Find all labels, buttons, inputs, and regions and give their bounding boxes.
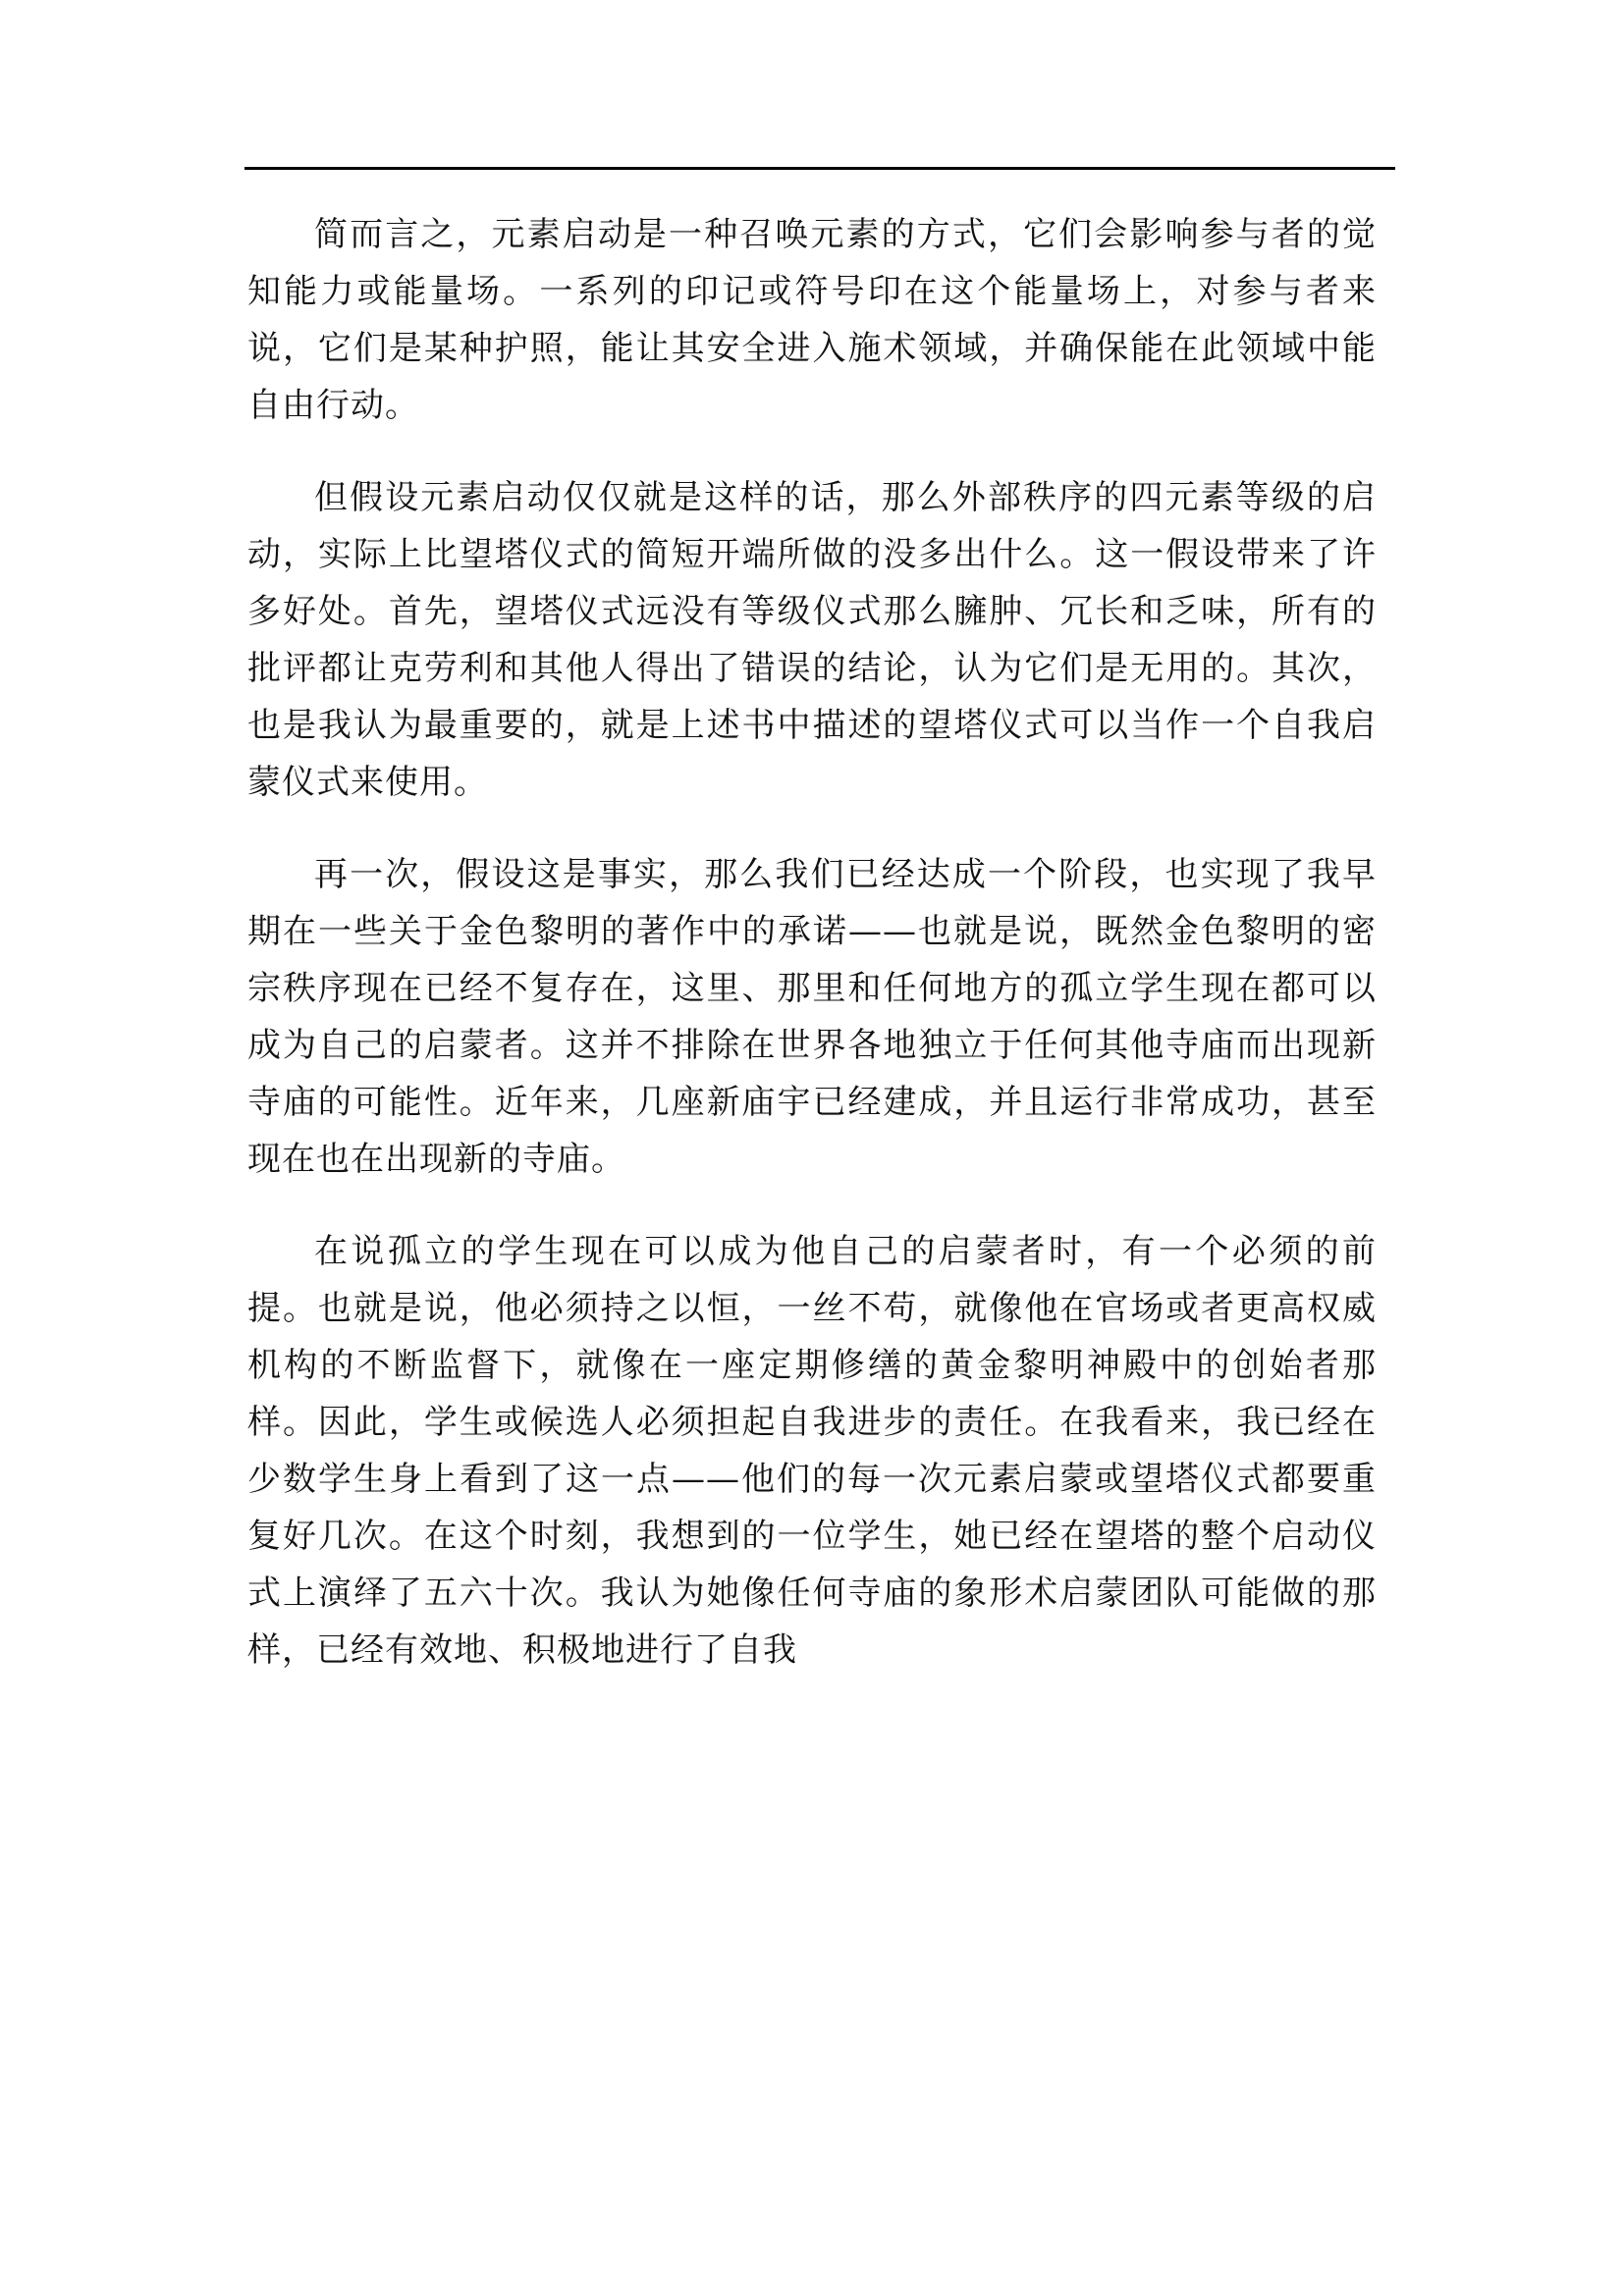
body-text <box>247 206 1377 1679</box>
paragraph-1: 简而言之，元素启动是一种召唤元素的方式，它们会影响参与者的觉知能力或能量场。一系列的印记或符号印在这个能量场上，对参与者来说，它们是某种护照，能让其安全进入施术领域，并确保能在此领域中能自由行动。 <box>247 215 1377 425</box>
paragraph-4: 在说孤立的学生现在可以成为他自己的启蒙者时，有一个必须的前提。也就是说，他必须持之以恒，一丝不苟，就像他在官场或者更高权威机构的不断监督下，就像在一座定期修缮的黄金黎明神殿中的创始者那样。因此，学生或候选人必须担起自我进步的责任。在我看来，我已经在少数学生身上看到了这一点——他们的每一次元素启蒙或望塔仪式都要重复好几次。在这个时刻，我想到的一位学生，她已经在望塔的整个启动仪式上演绎了五六十次。我认为她像任何寺庙的象形术启蒙团队可能做的那样，已经有效地、积极地进行了自我 <box>247 1232 1377 1670</box>
header-rule <box>244 167 1395 170</box>
paragraph-3: 再一次，假设这是事实，那么我们已经达成一个阶段，也实现了我早期在一些关于金色黎明的著作中的承诺——也就是说，既然金色黎明的密宗秩序现在已经不复存在，这里、那里和任何地方的孤立学生现在都可以成为自己的启蒙者。这并不排除在世界各地独立于任何其他寺庙而出现新寺庙的可能性。近年来，几座新庙宇已经建成，并且运行非常成功，甚至现在也在出现新的寺庙。 <box>247 855 1377 1179</box>
paragraph-2: 但假设元素启动仅仅就是这样的话，那么外部秩序的四元素等级的启动，实际上比望塔仪式的简短开端所做的没多出什么。这一假设带来了许多好处。首先，望塔仪式远没有等级仪式那么臃肿、冗长和乏味，所有的批评都让克劳利和其他人得出了错误的结论，认为它们是无用的。其次，也是我认为最重要的，就是上述书中描述的望塔仪式可以当作一个自我启蒙仪式来使用。 <box>247 478 1377 802</box>
